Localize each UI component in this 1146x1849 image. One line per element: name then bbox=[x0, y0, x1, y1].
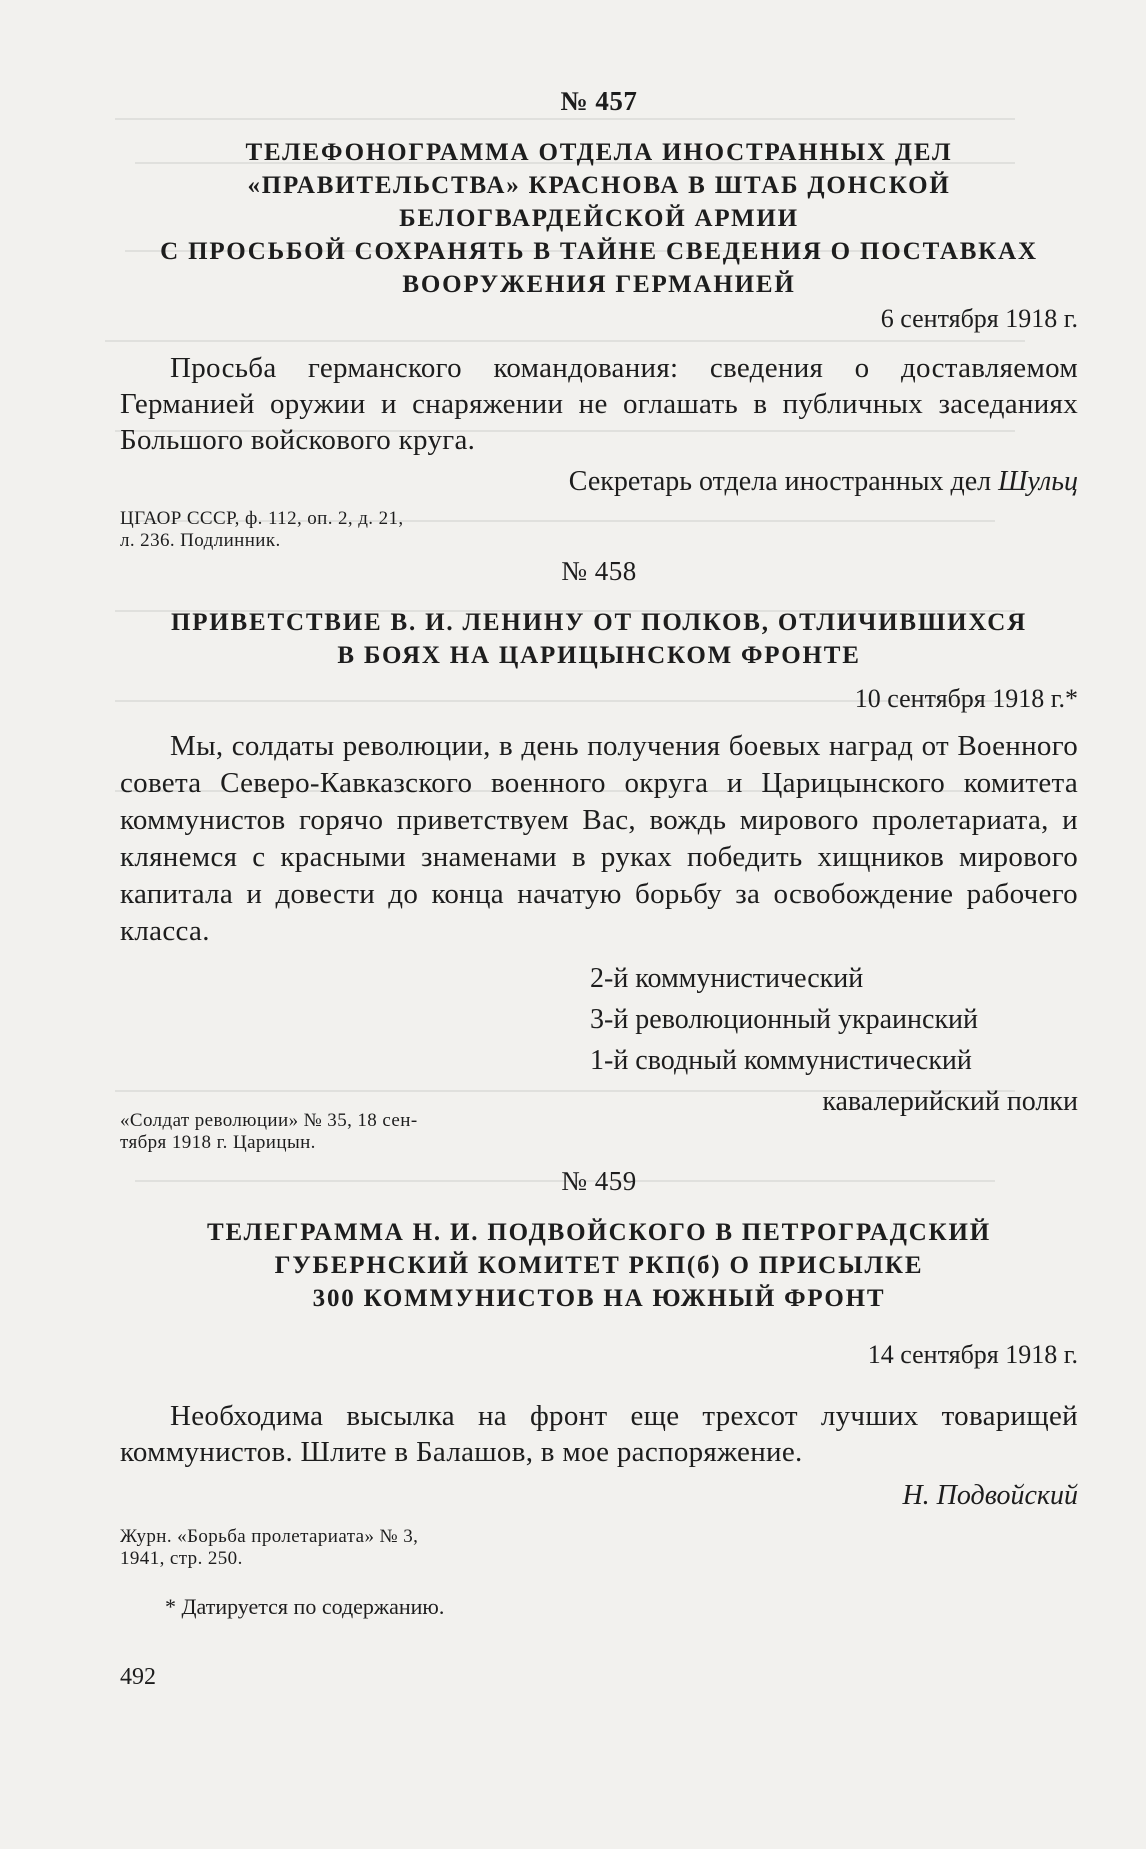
page-number: 492 bbox=[120, 1664, 156, 1690]
doc-458-title bbox=[120, 606, 1078, 672]
doc-459-source-line: 1941, стр. 250. bbox=[120, 1548, 243, 1569]
doc-458-body: Мы, солдаты революции, в день получения боевых наград от Военного совета Северо-Кавказского военного округа и Царицынского комитета коммунистов горячо приветствуем Вас, вождь мирового пролетариата, и клянемся с красными знаменами в руках победить хищников мирового капитала и довести до конца начатую борьбу за освобождение рабочего класса. bbox=[120, 730, 1078, 947]
doc-458-regiments bbox=[590, 958, 1078, 1122]
doc-457-title-line: БЕЛОГВАРДЕЙСКОЙ АРМИИ bbox=[399, 205, 799, 232]
doc-459-title-line: ГУБЕРНСКИЙ КОМИТЕТ РКП(б) О ПРИСЫЛКЕ bbox=[274, 1252, 924, 1279]
doc-459-number: № 459 bbox=[561, 1166, 637, 1196]
doc-458-title-line: ПРИВЕТСТВИЕ В. И. ЛЕНИНУ ОТ ПОЛКОВ, ОТЛИЧИВШИХСЯ bbox=[170, 609, 1028, 636]
doc-457-title-line: С ПРОСЬБОЙ СОХРАНЯТЬ В ТАЙНЕ СВЕДЕНИЯ О ПОСТАВКАХ bbox=[160, 238, 1038, 265]
doc-457-source-line: л. 236. Подлинник. bbox=[120, 530, 281, 551]
doc-459-source bbox=[120, 1526, 1078, 1570]
doc-457-signature bbox=[120, 466, 1078, 498]
doc-459-date: 14 сентября 1918 г. bbox=[867, 1340, 1078, 1369]
regiment-line: 1-й сводный коммунистический bbox=[590, 1045, 972, 1076]
doc-458-source-line: «Солдат революции» № 35, 18 сен- bbox=[120, 1110, 418, 1131]
footnote: * Датируется по содержанию. bbox=[165, 1594, 445, 1619]
doc-457-number: № 457 bbox=[560, 86, 638, 116]
doc-457-title-line: ВООРУЖЕНИЯ ГЕРМАНИЕЙ bbox=[402, 271, 796, 298]
doc-458-source bbox=[120, 1110, 1078, 1154]
doc-459-source-line: Журн. «Борьба пролетариата» № 3, bbox=[120, 1526, 419, 1547]
doc-459-signature bbox=[120, 1480, 1078, 1512]
doc-457-source bbox=[120, 508, 1078, 552]
doc-457-source-line: ЦГАОР СССР, ф. 112, оп. 2, д. 21, bbox=[120, 508, 404, 529]
doc-458-source-line: тября 1918 г. Царицын. bbox=[120, 1132, 316, 1153]
doc-457-signature-role: Секретарь отдела иностранных дел bbox=[568, 466, 992, 497]
doc-459-title bbox=[120, 1216, 1078, 1315]
doc-457-title-line: ТЕЛЕФОНОГРАММА ОТДЕЛА ИНОСТРАННЫХ ДЕЛ bbox=[245, 139, 953, 166]
doc-459-signature-name: Н. Подвойский bbox=[902, 1480, 1078, 1511]
doc-458-number: № 458 bbox=[561, 556, 637, 586]
doc-458-date: 10 сентября 1918 г.* bbox=[854, 684, 1078, 713]
doc-457-body: Просьба германского командования: сведения о доставляемом Германией оружии и снаряжении не оглашать в публичных заседаниях Большого войскового круга. bbox=[120, 352, 1078, 456]
doc-458-title-line: В БОЯХ НА ЦАРИЦЫНСКОМ ФРОНТЕ bbox=[337, 642, 861, 669]
doc-457-signature-name: Шульц bbox=[998, 466, 1078, 497]
doc-457-title bbox=[120, 136, 1078, 301]
doc-457-date: 6 сентября 1918 г. bbox=[880, 304, 1078, 333]
doc-459-title-line: 300 КОММУНИСТОВ НА ЮЖНЫЙ ФРОНТ bbox=[312, 1285, 886, 1312]
regiment-line: 3-й революционный украинский bbox=[590, 1004, 979, 1035]
doc-459-title-line: ТЕЛЕГРАММА Н. И. ПОДВОЙСКОГО В ПЕТРОГРАДСКИЙ bbox=[207, 1219, 991, 1246]
regiment-line: кавалерийский полки bbox=[822, 1086, 1078, 1117]
regiment-line: 2-й коммунистический bbox=[590, 963, 864, 994]
doc-459-body: Необходима высылка на фронт еще трехсот лучших товарищей коммунистов. Шлите в Балашов, в мое распоряжение. bbox=[120, 1400, 1078, 1468]
doc-457-title-line: «ПРАВИТЕЛЬСТВА» КРАСНОВА В ШТАБ ДОНСКОЙ bbox=[247, 172, 951, 199]
